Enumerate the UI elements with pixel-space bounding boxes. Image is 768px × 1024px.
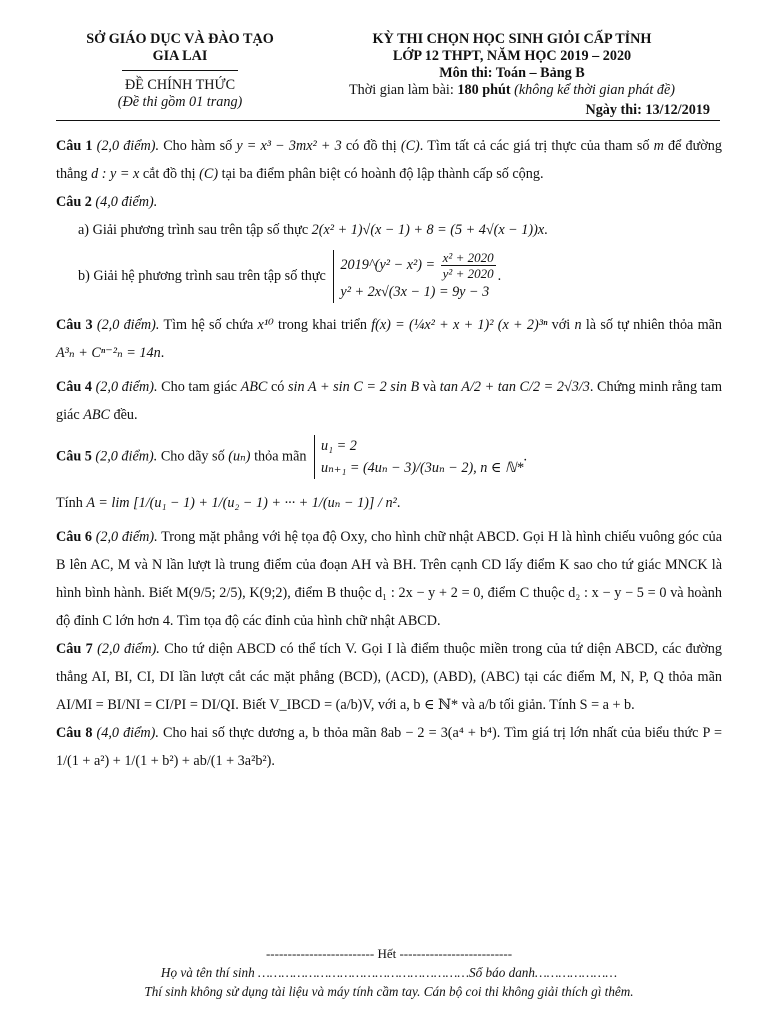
- q4-text-c: và: [419, 379, 440, 395]
- q3-label: Câu 3: [56, 317, 93, 333]
- q5-text-b: thỏa mãn: [250, 448, 311, 465]
- question-2b: b) Giải hệ phương trình sau trên tập số thực 2019^(y² − x²) = $\frac{\text{x² + 2020}}{\text{y² + 2020}}$ y² + 2x√(3x − 1) = 9y − 3.: [56, 250, 722, 303]
- q3-condition: A³ₙ + Cⁿ⁻²ₙ = 14n: [56, 345, 161, 361]
- q8-label: Câu 8: [56, 725, 93, 741]
- q6-points: (2,0 điểm).: [92, 529, 158, 545]
- q2b-eq1-num: x² + 2020: [442, 250, 494, 265]
- q2b-eq1-fraction: [441, 250, 496, 281]
- q3-points: (2,0 điểm).: [92, 317, 160, 333]
- q1-label: Câu 1: [56, 138, 93, 154]
- q4-text-a: Cho tam giác: [157, 379, 241, 395]
- q2b-prefix: b) Giải hệ phương trình sau trên tập số thực: [78, 267, 330, 284]
- q5-system: [314, 435, 523, 479]
- question-1: [56, 132, 722, 188]
- q1-text-a: Cho hàm số: [159, 138, 237, 154]
- q7-text: Cho tứ diện ABCD có thể tích V. Gọi I là điểm thuộc miền trong của tứ diện ABCD, các đường thẳng AI, BI, CI, DI lần lượt cắt các mặt phẳng (BCD), (ACD), (ABD), (ABC) tại các điểm M, N, P, Q thỏa mãn AI/MI = BI/NI = CI/PI = DI/QI. Biết V_IBCD = (a/b)V, với a, b ∈ ℕ* và a/b tối giản. Tính S = a + b.: [56, 641, 722, 713]
- candidate-line: Họ và tên thí sinh ………………………………………………Số báo danh…………………: [160, 965, 618, 980]
- q8-points: (4,0 điểm).: [92, 725, 159, 741]
- q4-abc: ABC: [240, 379, 268, 395]
- grade-year: LỚP 12 THPT, NĂM HỌC 2019 – 2020: [392, 48, 632, 64]
- org-region: GIA LAI: [152, 48, 208, 64]
- q4-abc-2: ABC: [83, 407, 110, 423]
- question-7: [56, 635, 722, 719]
- q2a-eq: 2(x² + 1)√(x − 1) + 8 = (5 + 4√(x − 1))x: [311, 222, 545, 238]
- q2a-prefix: a) Giải phương trình sau trên tập số thực: [78, 222, 312, 238]
- question-8: [56, 719, 722, 775]
- time-note: (không kể thời gian phát đề): [510, 82, 675, 98]
- header-right: [312, 31, 712, 119]
- end-line: ------------------------- Hết --------------------------: [265, 946, 513, 961]
- org-name: SỞ GIÁO DỤC VÀ ĐÀO TẠO: [86, 31, 274, 47]
- exam-footer: [56, 944, 722, 1001]
- q5-cond1: u₁ = 2: [321, 438, 357, 454]
- q1-graph-2: (C): [199, 166, 219, 182]
- q5-text-c: Tính: [56, 495, 87, 511]
- q7-label: Câu 7: [56, 641, 93, 657]
- q3-text-e: .: [160, 345, 165, 361]
- exam-title: KỲ THI CHỌN HỌC SINH GIỎI CẤP TỈNH: [372, 31, 652, 47]
- q4-label: Câu 4: [56, 379, 92, 395]
- q1-m: m: [653, 138, 664, 154]
- q4-eq2: tan A/2 + tan C/2 = 2√3/3: [439, 379, 590, 395]
- q1-eq1: y = x³ − 3mx² + 3: [236, 138, 342, 154]
- q2b-system: [333, 250, 497, 303]
- q7-points: (2,0 điểm).: [92, 641, 160, 657]
- q2-points: (4,0 điểm).: [91, 194, 158, 210]
- q1-text-b: có đồ thị: [341, 138, 401, 154]
- q3-x10: x¹⁰: [257, 317, 274, 333]
- q6-text: Trong mặt phẳng với hệ tọa độ Oxy, cho hình chữ nhật ABCD. Gọi H là hình chiếu vuông góc của B lên AC, M và N lần lượt là trung điểm của đoạn AH và BH. Trên cạnh CD lấy điểm K sao cho tứ giác MNCK là hình bình hành. Biết M(9/5; 2/5), K(9;2), điểm B thuộc d₁ : 2x − y + 2 = 0, điểm C thuộc d₂ : x − y − 5 = 0 và hoành độ đỉnh C lớn hơn 4. Tìm tọa độ các đỉnh của hình chữ nhật ABCD.: [56, 529, 723, 629]
- q5-text-a: Cho dãy số: [157, 448, 229, 465]
- q3-n: n: [574, 317, 582, 333]
- q1-text-c: . Tìm tất cả các giá trị thực của tham số: [419, 138, 654, 154]
- q2b-eq2: y² + 2x√(3x − 1) = 9y − 3: [340, 284, 490, 300]
- q1-text-f: tại ba điểm phân biệt có hoành độ lập thành cấp số cộng.: [218, 166, 544, 182]
- q5-limit: A = lim [1/(u₁ − 1) + 1/(u₂ − 1) + ··· + 1/(uₙ − 1)] / n²: [86, 495, 397, 511]
- q8-text: Cho hai số thực dương a, b thỏa mãn 8ab − 2 = 3(a⁴ + b⁴). Tìm giá trị lớn nhất của biểu thức P = 1/(1 + a²) + 1/(1 + b²) + ab/(1 + 3a²b²).: [56, 725, 722, 769]
- q4-eq1: sin A + sin C = 2 sin B: [288, 379, 420, 395]
- q3-text-a: Tìm hệ số chứa: [159, 317, 258, 333]
- footer-note: Thí sinh không sử dụng tài liệu và máy tính cầm tay. Cán bộ coi thi không giải thích gì thêm.: [144, 984, 634, 999]
- official-label: ĐỀ CHÍNH THỨC: [124, 77, 236, 93]
- q1-text-d: để đường thẳng: [56, 138, 722, 182]
- header-divider: [122, 70, 238, 71]
- time-value: 180 phút: [457, 82, 511, 98]
- exam-date: Ngày thi: 13/12/2019: [585, 102, 710, 118]
- q1-text-e: cắt đồ thị: [139, 166, 200, 182]
- question-6: [56, 523, 722, 635]
- q4-text-b: có: [267, 379, 288, 395]
- q4-text-e: đều.: [109, 407, 138, 423]
- pages-note: (Đề thi gồm 01 trang): [117, 94, 243, 110]
- q5-seq: (uₙ): [228, 448, 251, 465]
- q1-points: (2,0 điểm).: [92, 138, 160, 154]
- q1-graph: (C): [400, 138, 420, 154]
- question-2a: a) Giải phương trình sau trên tập số thực 2(x² + 1)√(x − 1) + 8 = (5 + 4√(x − 1))x.: [78, 222, 548, 238]
- q1-eq2: d : y = x: [91, 166, 140, 182]
- q6-label: Câu 6: [56, 529, 93, 545]
- exam-body: [56, 132, 722, 775]
- q3-text-c: với: [547, 317, 575, 333]
- q4-points: (2,0 điểm).: [91, 379, 158, 395]
- q2b-eq1-den: y² + 2020: [442, 266, 494, 281]
- subject: Môn thi: Toán – Bảng B: [439, 65, 585, 81]
- question-5: Câu 5 (2,0 điểm). Cho dãy số (uₙ) thỏa mãn u₁ = 2 uₙ₊₁ = (4uₙ − 3)/(3uₙ − 2), n ∈ ℕ*.: [56, 435, 722, 479]
- time-label: Thời gian làm bài:: [349, 82, 458, 98]
- q3-text-b: trong khai triển: [273, 317, 372, 333]
- q5-label: Câu 5: [56, 448, 92, 465]
- q5-points: (2,0 điểm).: [91, 448, 158, 465]
- q2b-eq1: [340, 250, 497, 281]
- q3-expansion: f(x) = (¼x² + x + 1)² (x + 2)³ⁿ: [371, 317, 548, 333]
- q2b-eq1-left: 2019^(y² − x²) =: [340, 256, 439, 273]
- question-3: [56, 311, 722, 367]
- q5-cond2: uₙ₊₁ = (4uₙ − 3)/(3uₙ − 2), n ∈ ℕ*: [321, 460, 524, 476]
- header-left: [60, 31, 300, 111]
- q5-text-d: .: [396, 495, 401, 511]
- header-rule: [56, 120, 720, 121]
- question-2: [56, 188, 722, 216]
- q4-text-d: . Chứng minh rằng tam giác: [56, 379, 723, 423]
- question-4: [56, 373, 722, 429]
- question-5-limit: [56, 489, 722, 517]
- q3-text-d: là số tự nhiên thỏa mãn: [581, 317, 723, 333]
- time-line: [312, 82, 712, 99]
- q2-label: Câu 2: [56, 194, 92, 210]
